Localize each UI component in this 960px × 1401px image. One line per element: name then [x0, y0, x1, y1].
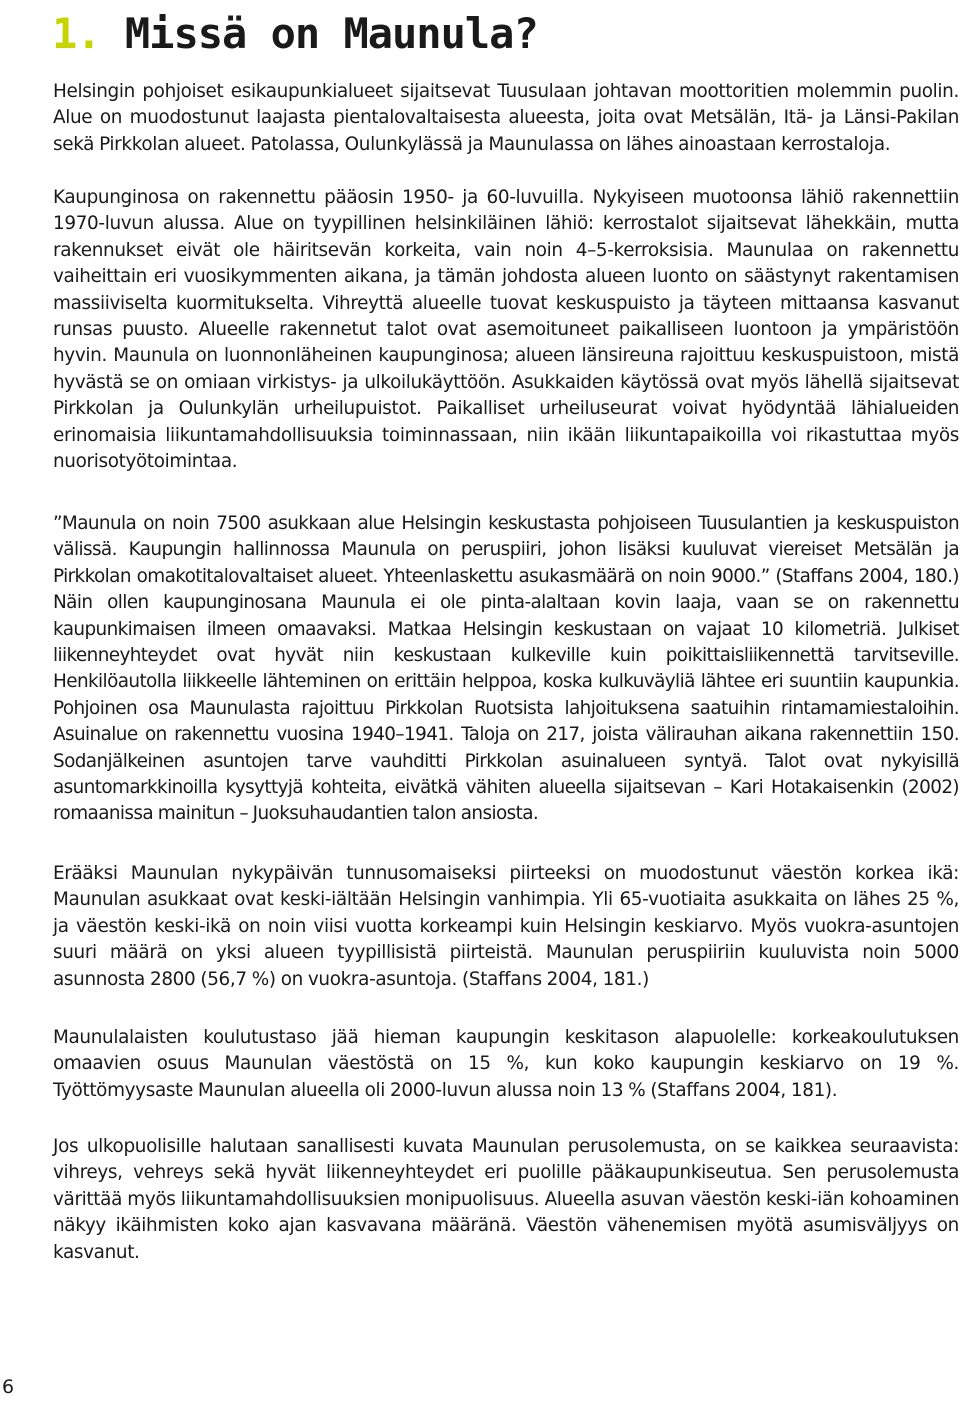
page-heading: [52, 4, 538, 64]
page-number: 6: [2, 1376, 15, 1398]
paragraph-3-quote: ”Maunula on noin 7500 asukkaan alue Helsingin keskustasta pohjoiseen Tuusulantien ja keskuspuiston välissä. Kaupungin hallinnossa Maunula on peruspiiri, johon lisäksi kuuluvat viereiset Metsälän ja Pirkkolan omakotitalovaltaiset alueet. Yhteenlaskettu asukasmäärä on noin 9000.” (Staffans 2004, 180.) Näin ollen kaupunginosana Maunula ei ole pinta-alaltaan kovin laaja, vaan se on rakennettu kaupunkimaisen ilmeen omaavaksi. Matkaa Helsingin keskustaan on vajaat 10 kilometriä. Julkiset liikenneyhteydet ovat hyvät niin keskustaan kulkeville kuin poikittaisliikennettä tarvitseville. Henkilöautolla liikkeelle lähteminen on erittäin helppoa, koska kulkuväyliä lähtee eri suuntiin kaupunkia. Pohjoinen osa Maunulasta rajoittuu Pirkkolan Ruotsista lahjoituksena saatuihin rintamamiestaloihin. Asuinalue on rakennettu vuosina 1940–1941. Taloja on 217, joista välirauhan aikana rakennettiin 150. Sodanjälkeinen asuntojen tarve vauhditti Pirkkolan asuinalueen syntyä. Talot ovat nykyisillä asuntomarkkinoilla kysyttyjä kohteita, eivätkä vähiten alueella sijaitsevan – Kari Hotakaisenkin (2002) romaanissa mainitun – Juoksuhaudantien talon ansiosta.: [53, 513, 959, 825]
paragraph-5: Maunulalaisten koulutustaso jää hieman kaupungin keskitason alapuolelle: korkeakoulutuksen omaavien osuus Maunulan väestöstä on 15 %, kun koko kaupungin keskiarvo on 19 %. Työttömyysaste Maunulan alueella oli 2000-luvun alussa noin 13 % (Staffans 2004, 181).: [53, 1027, 959, 1101]
paragraph-1: Helsingin pohjoiset esikaupunkialueet sijaitsevat Tuusulaan johtavan moottoritien molemmin puolin. Alue on muodostunut laajasta pientalovaltaisesta alueesta, joita ovat Metsälän, Itä- ja Länsi-Pakilan sekä Pirkkolan alueet. Patolassa, Oulunkylässä ja Maunulassa on lähes ainoastaan kerrostaloja.: [53, 81, 959, 155]
paragraph-6: Jos ulkopuolisille halutaan sanallisesti kuvata Maunulan perusolemusta, on se kaikkea seuraavista: vihreys, vehreys sekä hyvät liikenneyhteydet eri puolille pääkaupunkiseutua. Sen perusolemusta värittää myös liikuntamahdollisuuksien monipuolisuus. Alueella asuvan väestön keski-iän kohoaminen näkyy ikäihmisten koko ajan kasvavana määränä. Väestön vähenemisen myötä asumisväljyys on kasvanut.: [53, 1136, 959, 1263]
heading-number: 1.: [52, 9, 101, 58]
heading-title: Missä on Maunula?: [124, 9, 538, 58]
paragraph-4: Erääksi Maunulan nykypäivän tunnusomaiseksi piirteeksi on muodostunut väestön korkea ikä: Maunulan asukkaat ovat keski-iältään Helsingin vanhimpia. Yli 65-vuotiaita asukkaita on lähes 25 %, ja väestön keski-ikä on noin viisi vuotta korkeampi kuin Helsingin keskiarvo. Myös vuokra-asuntojen suuri määrä on yksi alueen tyypillisistä piirteistä. Maunulan peruspiiriin kuuluvista noin 5000 asunnosta 2800 (56,7 %) on vuokra-asuntoja. (Staffans 2004, 181.): [53, 863, 959, 990]
paragraph-2: Kaupunginosa on rakennettu pääosin 1950- ja 60-luvuilla. Nykyiseen muotoonsa lähiö rakennettiin 1970-luvun alussa. Alue on tyypillinen helsinkiläinen lähiö: kerrostalot sijaitsevat lähekkäin, mutta rakennukset eivät ole häiritsevän korkeita, vain noin 4–5-kerroksisia. Maunulaa on rakennettu vaiheittain eri vuosikymmenten aikana, ja tämän johdosta alueen luonto on säästynyt rakentamisen massiiviselta kuormitukselta. Vihreyttä alueelle tuovat keskuspuisto ja täyteen mittaansa kasvanut runsas puusto. Alueelle rakennetut talot ovat asemoituneet paikalliseen luontoon ja ympäristöön hyvin. Maunula on luonnonläheinen kaupunginosa; alueen länsireuna rajoittuu keskuspuistoon, mistä hyvästä se on omiaan virkistys- ja ulkoilukäyttöön. Asukkaiden käytössä ovat myös lähellä sijaitsevat Pirkkolan ja Oulunkylän urheilupuistot. Paikalliset urheiluseurat voivat hyödyntää lähialueiden erinomaisia liikuntamahdollisuuksia toiminnassaan, niin ikään liikuntapaikoilla voi rikastuttaa myös nuorisotyötoimintaa.: [53, 187, 959, 473]
